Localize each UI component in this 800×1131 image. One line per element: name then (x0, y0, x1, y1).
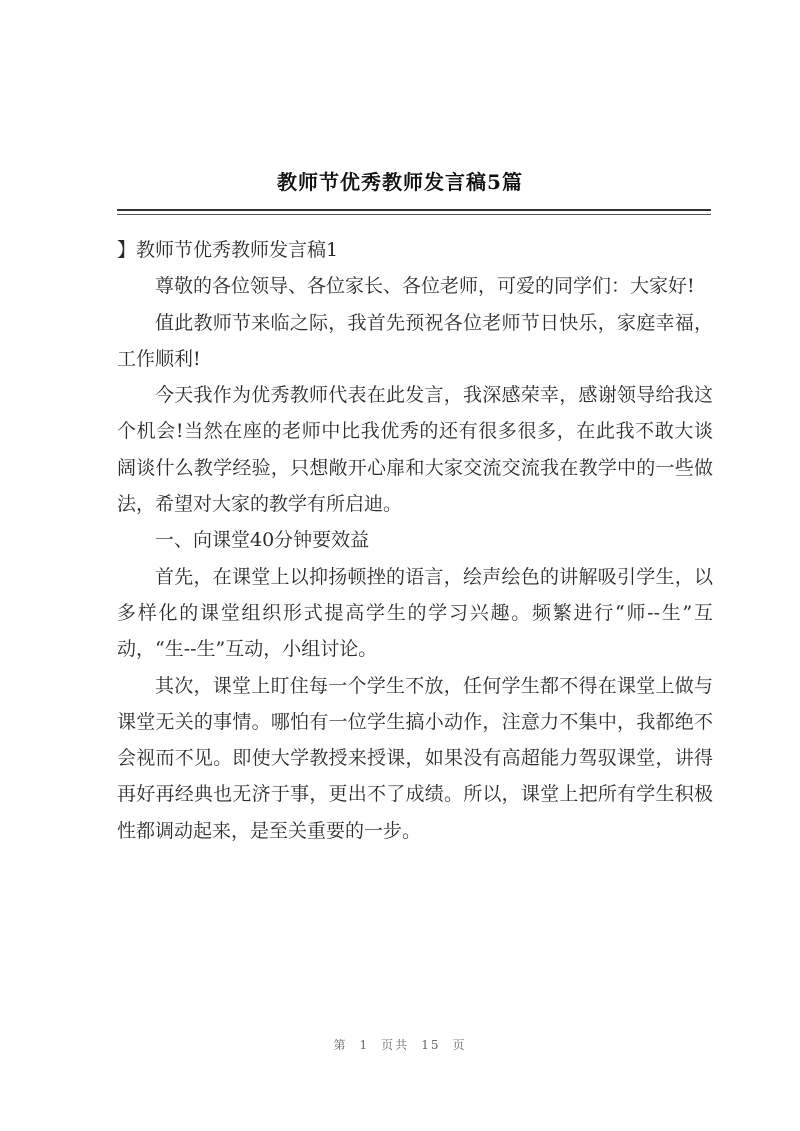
document-body (117, 232, 713, 849)
footer-label-of: 页共 (381, 1038, 410, 1052)
paragraph-first-point: 首先，在课堂上以抑扬顿挫的语言，绘声绘色的讲解吸引学生，以多样化的课堂组织形式提高学生的学习兴趣。频繁进行“师--生”互动，“生--生”互动，小组讨论。 (117, 565, 713, 661)
section-heading: 】教师节优秀教师发言稿1 (117, 239, 339, 261)
paragraph-second-point: 其次，课堂上盯住每一个学生不放，任何学生都不得在课堂上做与课堂无关的事情。哪怕有一位学生搞小动作，注意力不集中，我都绝不会视而不见。即使大学教授来授课，如果没有高超能力驾驭课堂，讲得再好再经典也无济于事，更出不了成绩。所以，课堂上把所有学生积极性都调动起来，是至关重要的一步。 (117, 674, 713, 842)
footer-label-end: 页 (452, 1038, 467, 1052)
document-title: 教师节优秀教师发言稿5篇 (277, 170, 523, 194)
page-footer (0, 1036, 800, 1053)
footer-current-page: 1 (359, 1038, 370, 1052)
paragraph-introduction: 今天我作为优秀教师代表在此发言，我深感荣幸，感谢领导给我这个机会!当然在座的老师中比我优秀的还有很多很多，在此我不敢大谈阔谈什么教学经验，只想敞开心扉和大家交流交流我在教学中的一些做法，希望对大家的教学有所启迪。 (117, 384, 713, 516)
title-divider-thin (117, 214, 711, 215)
paragraph-wishes: 值此教师节来临之际，我首先预祝各位老师节日快乐，家庭幸福，工作顺利! (117, 311, 713, 370)
title-divider-thick (117, 209, 711, 211)
subheading-classroom-efficiency: 一、向课堂40分钟要效益 (155, 529, 370, 552)
footer-total-pages: 15 (421, 1038, 441, 1052)
paragraph-greeting: 尊敬的各位领导、各位家长、各位老师，可爱的同学们：大家好! (155, 275, 695, 298)
footer-label-page: 第 (333, 1038, 348, 1052)
